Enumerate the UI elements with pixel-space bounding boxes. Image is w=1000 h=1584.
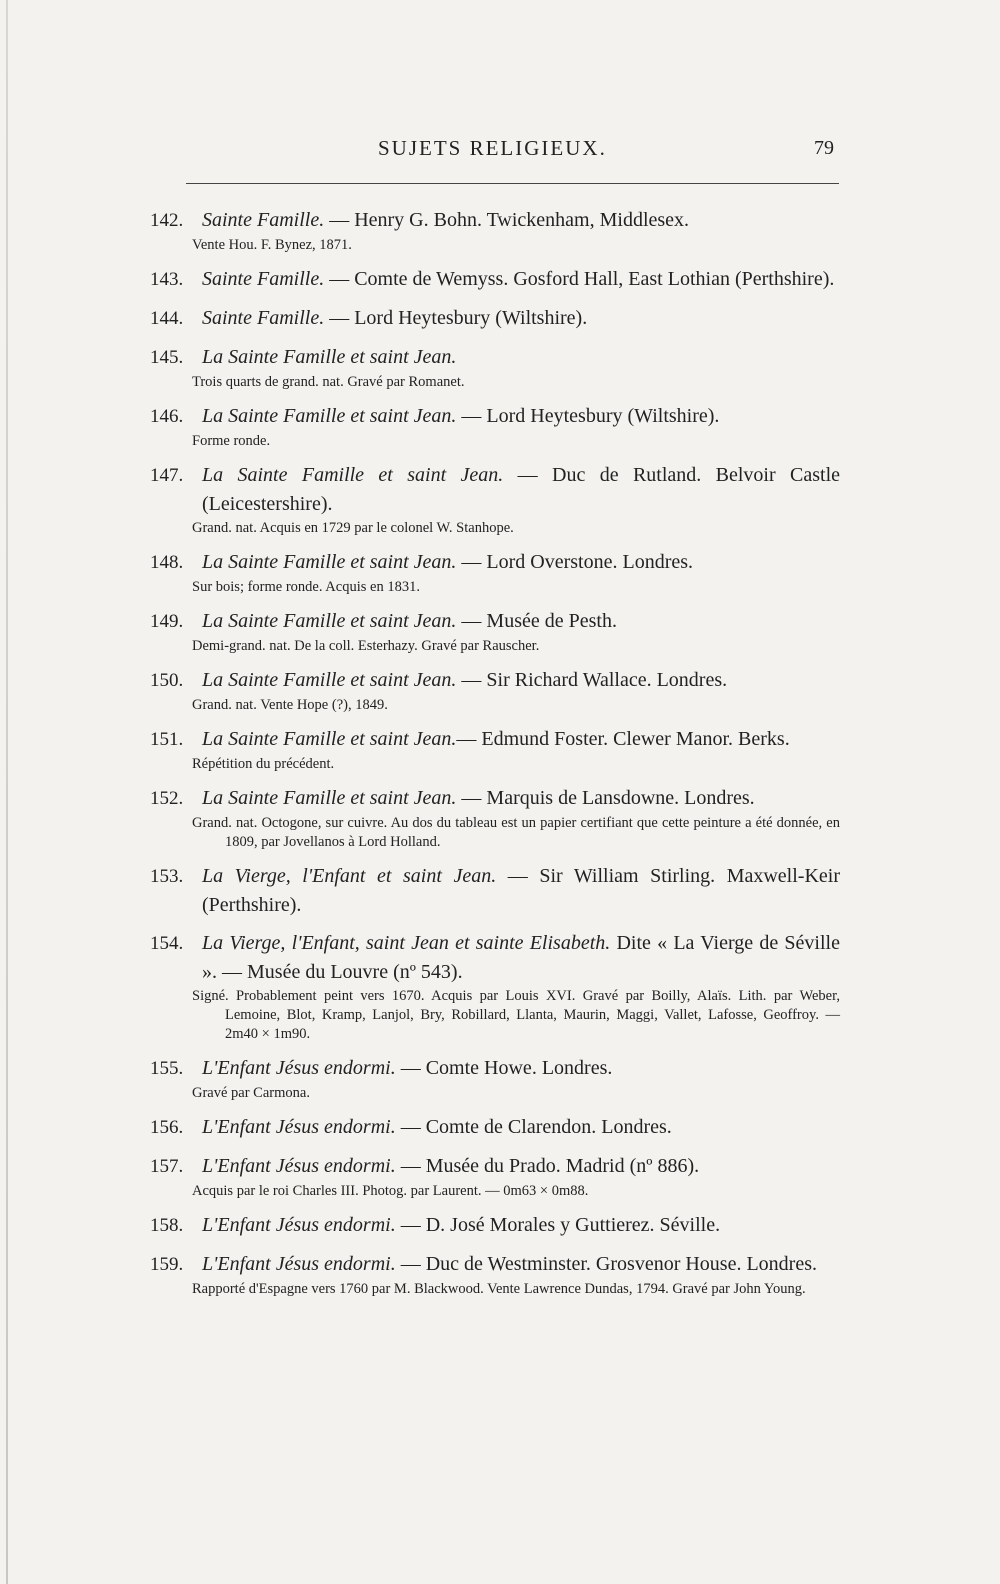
entry-heading	[150, 343, 840, 372]
entry-title: La Sainte Famille et saint Jean.	[202, 346, 457, 368]
entry-owner: — Sir Richard Wallace. Londres.	[456, 669, 728, 691]
catalogue-entry	[150, 402, 840, 451]
page-edge	[6, 0, 8, 1584]
catalogue-entry	[150, 725, 840, 774]
entry-heading	[150, 607, 840, 636]
entry-title: L'Enfant Jésus endormi.	[202, 1116, 396, 1138]
page-header	[190, 136, 840, 170]
entry-number: 150.	[150, 670, 184, 691]
catalogue-entry	[150, 343, 840, 392]
entry-title: L'Enfant Jésus endormi.	[202, 1253, 396, 1275]
entry-owner: Dite « La Vierge de Séville ». — Musée du Louvre (nº 543).	[202, 932, 840, 983]
entry-heading	[150, 548, 840, 577]
entry-note: Demi-grand. nat. De la coll. Esterhazy. Gravé par Rauscher.	[192, 638, 540, 654]
page-number: 79	[814, 137, 834, 159]
entry-owner: — Lord Heytesbury (Wiltshire).	[324, 307, 588, 329]
catalogue-entry	[150, 304, 840, 333]
entry-owner: — Comte de Wemyss. Gosford Hall, East Lothian (Perthshire).	[324, 268, 835, 290]
entry-title: La Sainte Famille et saint Jean.	[202, 610, 457, 632]
entry-owner: — Duc de Westminster. Grosvenor House. Londres.	[395, 1253, 817, 1275]
entry-note: Répétition du précédent.	[192, 756, 335, 772]
entry-number: 145.	[150, 347, 184, 368]
catalogue-entry	[150, 1152, 840, 1201]
entry-owner: — Edmund Foster. Clewer Manor. Berks.	[456, 728, 790, 750]
entry-title: La Sainte Famille et saint Jean.	[202, 464, 504, 486]
entry-owner: — Musée du Prado. Madrid (nº 886).	[395, 1155, 700, 1177]
entry-title: L'Enfant Jésus endormi.	[202, 1214, 396, 1236]
entry-title: La Sainte Famille et saint Jean.	[202, 669, 457, 691]
entry-note: Gravé par Carmona.	[192, 1085, 310, 1101]
entry-number: 149.	[150, 611, 184, 632]
catalogue-entry	[150, 461, 840, 538]
entry-note: Grand. nat. Octogone, sur cuivre. Au dos du tableau est un papier certifiant que cette peinture a été donnée, en 1809, par Jovellanos à Lord Holland.	[192, 815, 840, 850]
entry-title: La Sainte Famille et saint Jean.	[202, 551, 457, 573]
catalogue-entry	[150, 607, 840, 656]
catalogue-entry	[150, 548, 840, 597]
entry-owner: — Lord Heytesbury (Wiltshire).	[456, 405, 720, 427]
entry-title: La Sainte Famille et saint Jean.	[202, 787, 457, 809]
entry-owner: — Comte Howe. Londres.	[395, 1057, 613, 1079]
catalogue-entry	[150, 929, 840, 1044]
entry-heading	[150, 206, 840, 235]
entry-heading	[150, 1152, 840, 1181]
entry-heading	[150, 1211, 840, 1240]
catalogue-entry	[150, 206, 840, 255]
entry-number: 158.	[150, 1215, 184, 1236]
catalogue-entry	[150, 1211, 840, 1240]
entry-heading	[150, 1250, 840, 1279]
entry-note: Sur bois; forme ronde. Acquis en 1831.	[192, 579, 420, 595]
entry-owner: — Henry G. Bohn. Twickenham, Middlesex.	[324, 209, 690, 231]
entry-number: 155.	[150, 1058, 184, 1079]
entry-note: Grand. nat. Vente Hope (?), 1849.	[192, 697, 388, 713]
catalogue-entries	[150, 206, 840, 1309]
entry-number: 156.	[150, 1117, 184, 1138]
entry-number: 153.	[150, 866, 184, 887]
entry-number: 151.	[150, 729, 184, 750]
catalogue-entry	[150, 784, 840, 852]
entry-heading	[150, 784, 840, 813]
catalogue-entry	[150, 1113, 840, 1142]
entry-title: Sainte Famille.	[202, 307, 325, 329]
entry-title: La Vierge, l'Enfant et saint Jean.	[202, 865, 497, 887]
entry-number: 147.	[150, 465, 184, 486]
entry-note: Grand. nat. Acquis en 1729 par le colonel W. Stanhope.	[192, 520, 514, 536]
entry-heading	[150, 265, 840, 294]
entry-number: 143.	[150, 269, 184, 290]
entry-owner: — Sir William Stirling. Maxwell-Keir (Perthshire).	[202, 865, 840, 916]
running-title: SUJETS RELIGIEUX.	[378, 136, 607, 160]
entry-number: 148.	[150, 552, 184, 573]
entry-note: Forme ronde.	[192, 433, 271, 449]
entry-title: Sainte Famille.	[202, 209, 325, 231]
entry-number: 159.	[150, 1254, 184, 1275]
entry-owner: — Marquis de Lansdowne. Londres.	[456, 787, 755, 809]
entry-number: 146.	[150, 406, 184, 427]
entry-owner: — Comte de Clarendon. Londres.	[395, 1116, 672, 1138]
entry-note: Acquis par le roi Charles III. Photog. par Laurent. — 0m63 × 0m88.	[192, 1183, 589, 1199]
entry-heading	[150, 402, 840, 431]
entry-title: L'Enfant Jésus endormi.	[202, 1155, 396, 1177]
entry-number: 144.	[150, 308, 184, 329]
catalogue-entry	[150, 862, 840, 919]
entry-heading	[150, 1054, 840, 1083]
entry-owner: — Duc de Rutland. Belvoir Castle (Leicestershire).	[202, 464, 840, 515]
entry-heading	[150, 929, 840, 986]
entry-title: L'Enfant Jésus endormi.	[202, 1057, 396, 1079]
header-rule	[186, 183, 839, 184]
entry-number: 154.	[150, 933, 184, 954]
entry-owner: — Lord Overstone. Londres.	[456, 551, 694, 573]
catalogue-entry	[150, 666, 840, 715]
catalogue-entry	[150, 1054, 840, 1103]
entry-owner: — D. José Morales y Guttierez. Séville.	[395, 1214, 721, 1236]
entry-note: Trois quarts de grand. nat. Gravé par Romanet.	[192, 374, 465, 390]
entry-title: Sainte Famille.	[202, 268, 325, 290]
entry-heading	[150, 666, 840, 695]
entry-number: 157.	[150, 1156, 184, 1177]
entry-number: 152.	[150, 788, 184, 809]
entry-note: Signé. Probablement peint vers 1670. Acquis par Louis XVI. Gravé par Boilly, Alaïs. Lith. par Weber, Lemoine, Blot, Kramp, Lanjol, Bry, Robillard, Llanta, Maurin, Maggi, Vallet, Lafosse, Geoffroy. — 2m40 × 1m90.	[192, 988, 840, 1042]
entry-heading	[150, 304, 840, 333]
entry-owner: — Musée de Pesth.	[456, 610, 617, 632]
catalogue-entry	[150, 1250, 840, 1299]
catalogue-entry	[150, 265, 840, 294]
entry-heading	[150, 862, 840, 919]
entry-note: Vente Hou. F. Bynez, 1871.	[192, 237, 352, 253]
entry-title: La Sainte Famille et saint Jean.	[202, 405, 457, 427]
entry-note: Rapporté d'Espagne vers 1760 par M. Blackwood. Vente Lawrence Dundas, 1794. Gravé par John Young.	[192, 1281, 806, 1297]
entry-number: 142.	[150, 210, 184, 231]
entry-title: La Vierge, l'Enfant, saint Jean et sainte Elisabeth.	[202, 932, 611, 954]
entry-heading	[150, 725, 840, 754]
entry-heading	[150, 1113, 840, 1142]
entry-heading	[150, 461, 840, 518]
entry-title: La Sainte Famille et saint Jean.	[202, 728, 457, 750]
